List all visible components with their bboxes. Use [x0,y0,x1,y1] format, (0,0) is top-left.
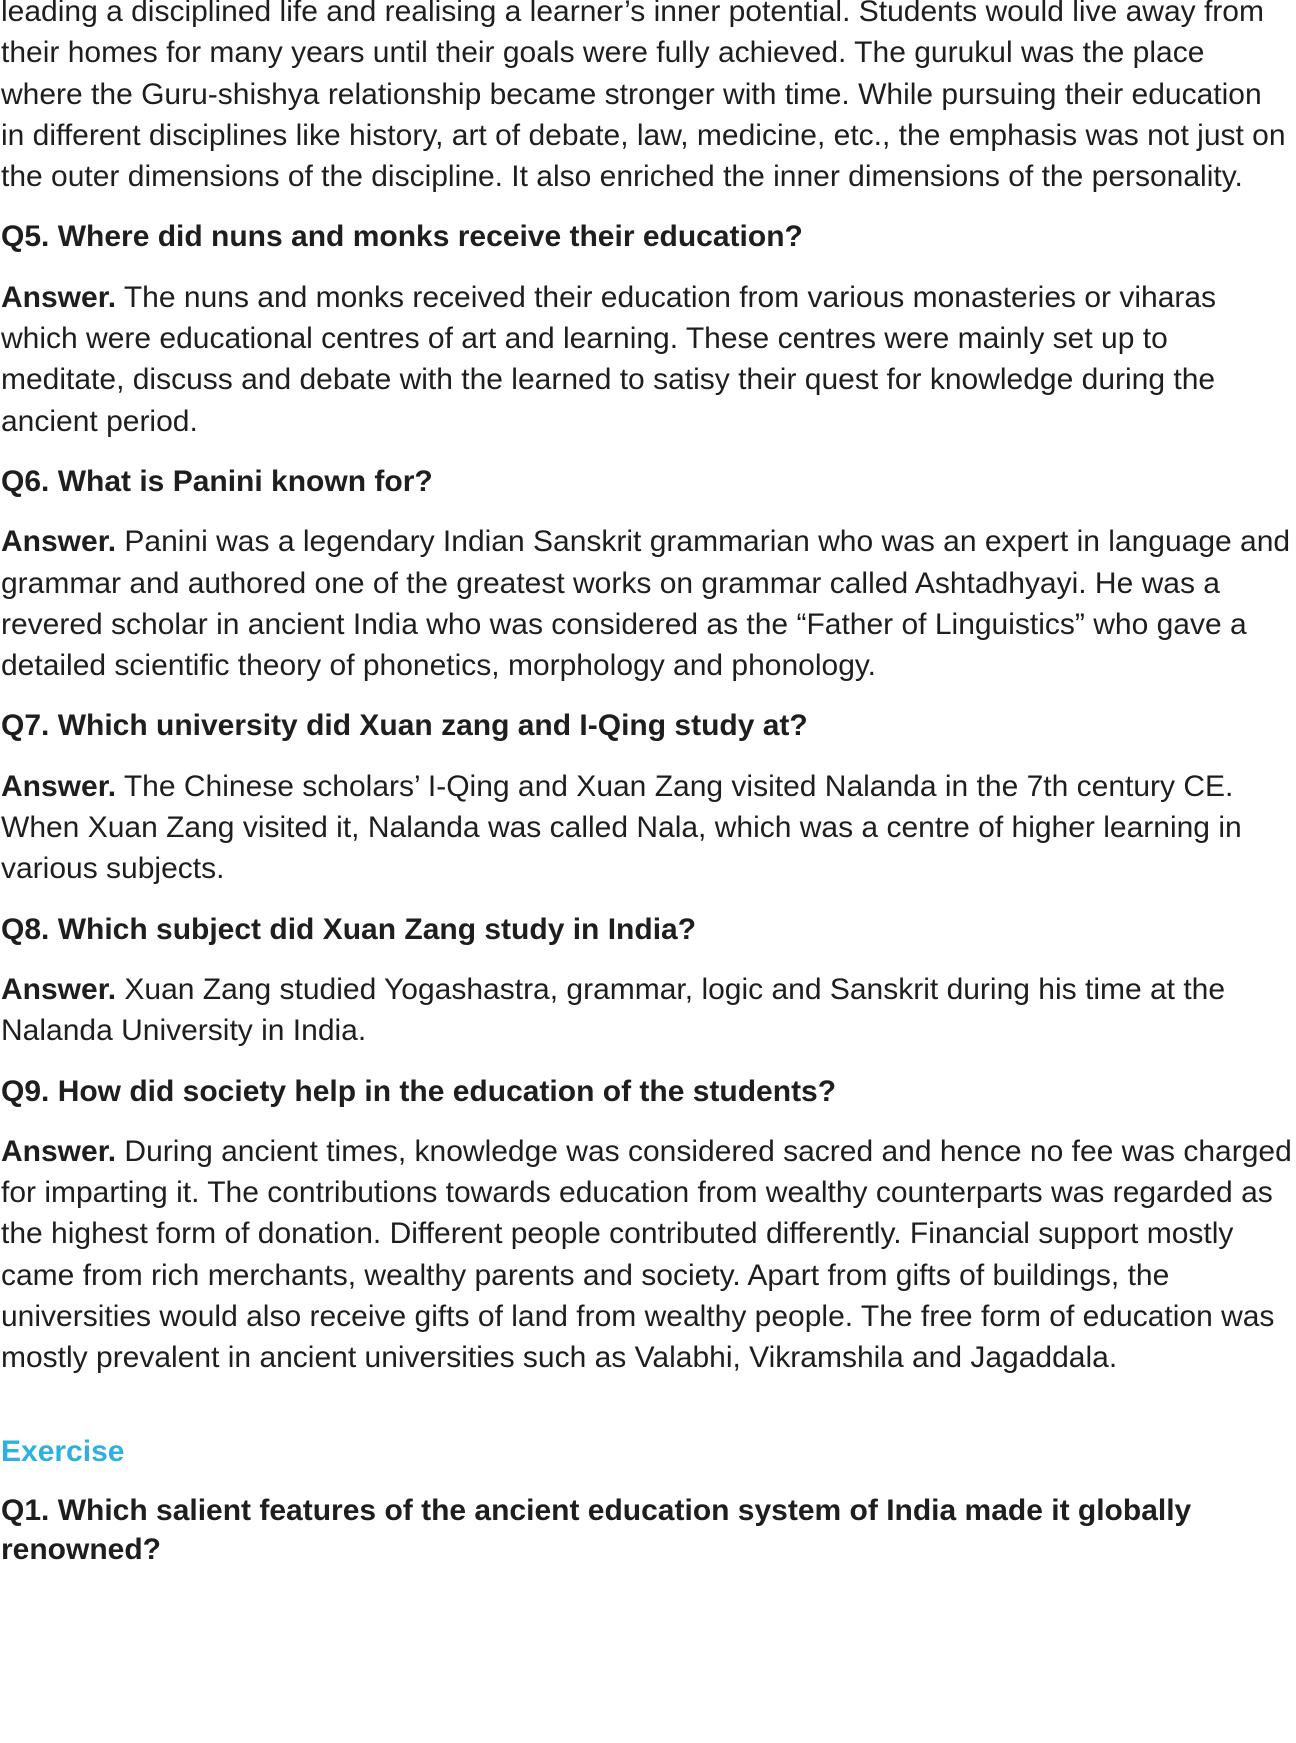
answer-text: Xuan Zang studied Yogashastra, grammar, logic and Sanskrit during his time at the Nalanda University in India. [1,972,1226,1048]
answer-label: Answer. [1,1134,117,1168]
answer-7 [1,766,1293,890]
answer-label: Answer. [1,525,117,559]
answer-label: Answer. [1,972,117,1006]
answer-5 [1,277,1293,442]
question-8: Q8. Which subject did Xuan Zang study in India? [1,912,697,946]
answer-label: Answer. [1,280,117,314]
answer-9 [1,1131,1293,1379]
answer-text: During ancient times, knowledge was considered sacred and hence no fee was charged for imparting it. The contributions towards education from wealthy counterparts was regarded as the highest form of donation. Different people contributed differently. Financial support mostly came from rich merchants, wealthy parents and society. Apart from gifts of buildings, the universities would also receive gifts of land from wealthy people. The free form of education was mostly prevalent in ancient universities such as Valabhi, Vikramshila and Jagaddala. [1,1134,1292,1375]
question-9: Q9. How did society help in the education of the students? [1,1074,837,1108]
question-7: Q7. Which university did Xuan zang and I-Qing study at? [1,709,808,743]
question-5: Q5. Where did nuns and monks receive their education? [1,220,803,254]
exercise-question-1: Q1. Which salient features of the ancient education system of India made it globally renowned? [1,1493,1192,1566]
document-page [1,0,1293,1569]
answer-8 [1,969,1293,1052]
question-6: Q6. What is Panini known for? [1,464,433,498]
intro-paragraph: leading a disciplined life and realising a learner’s inner potential. Students would live away from their homes for many years until their goals were fully achieved. The gurukul was the place where the Guru-shishya relationship became stronger with time. While pursuing their education in different disciplines like history, art of debate, law, medicine, etc., the emphasis was not just on the outer dimensions of the discipline. It also enriched the inner dimensions of the personality. [1,0,1286,194]
answer-text: Panini was a legendary Indian Sanskrit grammarian who was an expert in language and grammar and authored one of the greatest works on grammar called Ashtadhyayi. He was a revered scholar in ancient India who was considered as the “Father of Linguistics” who gave a detailed scientific theory of phonetics, morphology and phonology. [1,525,1291,683]
answer-label: Answer. [1,769,117,803]
exercise-heading: Exercise [1,1434,125,1468]
answer-text: The nuns and monks received their education from various monasteries or viharas which were educational centres of art and learning. These centres were mainly set up to meditate, discuss and debate with the learned to satisy their quest for knowledge during the ancient period. [1,280,1217,438]
answer-6 [1,521,1293,686]
answer-text: The Chinese scholars’ I-Qing and Xuan Zang visited Nalanda in the 7th century CE. When Xuan Zang visited it, Nalanda was called Nala, which was a centre of higher learning in various subjects. [1,769,1242,886]
